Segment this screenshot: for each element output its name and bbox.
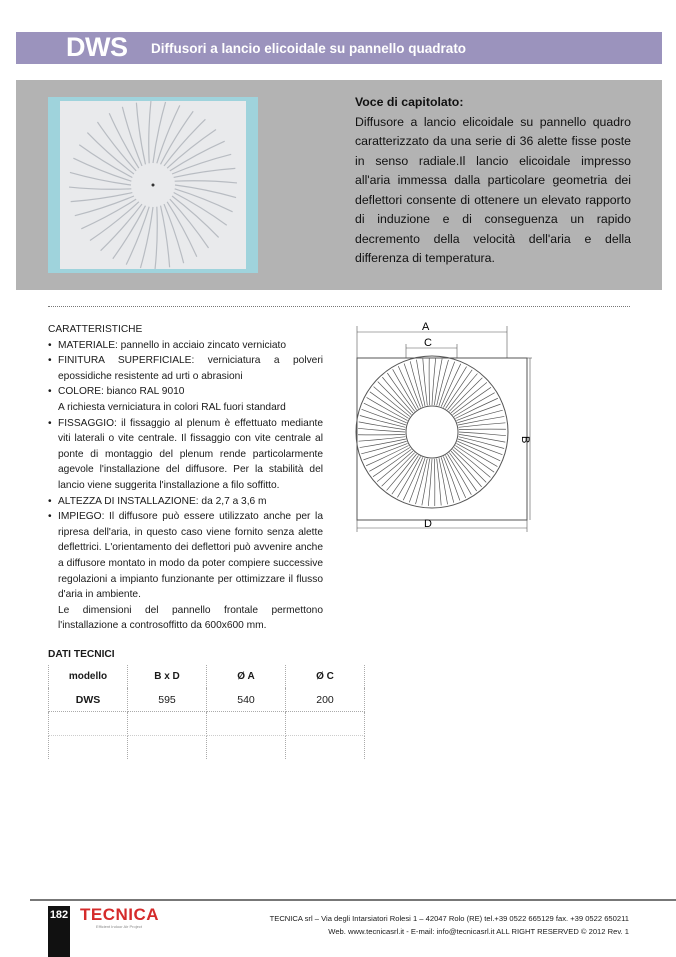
cell: DWS <box>49 688 128 712</box>
product-title: Diffusori a lancio elicoidale su pannello quadrato <box>151 41 467 56</box>
characteristic-item: Le dimensioni del pannello frontale permettono l'installazione a controsoffitto da 600x600 mm. <box>58 604 323 632</box>
vane <box>358 434 405 435</box>
vane <box>459 429 506 430</box>
vane <box>367 397 408 420</box>
tech-data-table <box>48 665 365 759</box>
vane <box>382 453 415 487</box>
footer-line-2: Web. www.tecnicasrl.it - E-mail: info@tecnicasrl.it ALL RIGHT RESERVED © 2012 Rev. 1 <box>328 927 629 936</box>
cell: 200 <box>286 688 365 712</box>
tecnica-logo: TECNICA <box>80 905 160 924</box>
cell <box>128 712 207 736</box>
cell: 595 <box>128 688 207 712</box>
col-header: Ø C <box>286 665 365 688</box>
vane <box>453 449 487 482</box>
table-row <box>49 688 365 712</box>
col-header: B x D <box>128 665 207 688</box>
label-d: D <box>424 518 432 530</box>
vane <box>397 456 420 497</box>
cell: 540 <box>207 688 286 712</box>
vane <box>382 377 413 413</box>
dimension-drawing <box>352 318 537 533</box>
vane <box>451 382 487 413</box>
spec-text: Diffusore a lancio elicoidale su pannello quadro caratterizzato da una serie di 36 alette fisse poste in senso radiale.Il lancio elicoidale impresso all'aria immessa dalla particolare geometria dei deflettori consente di ottenere un elevato rapporto di induzione e di conseguenza un rapido decremento della velocità dell'aria e della differenza di temperatura. <box>355 114 631 265</box>
characteristic-item: • ALTEZZA DI INSTALLAZIONE: da 2,7 a 3,6 m <box>48 494 323 510</box>
cell <box>207 712 286 736</box>
vane <box>455 398 497 418</box>
col-header: modello <box>49 665 128 688</box>
logo-tagline: Efficient Indoor Air Project <box>96 924 142 929</box>
characteristic-item: • MATERIALE: pannello in acciaio zincato verniciato <box>48 338 323 354</box>
product-code: DWS <box>66 32 128 62</box>
table-row <box>49 712 365 736</box>
divider <box>48 306 630 307</box>
spec-heading: Voce di capitolato: <box>355 95 464 109</box>
vane <box>366 446 408 466</box>
col-header: Ø A <box>207 665 286 688</box>
vane <box>434 459 435 506</box>
tech-data-heading: DATI TECNICI <box>48 649 115 660</box>
vane <box>378 382 412 415</box>
characteristic-item: • FISSAGGIO: il fissaggio al plenum è effettuato mediante viti laterali o vite centrale. Il fissaggio con vite centrale al ponte di montaggio del plenum rende particolarmente agevole l'installazione del diffusore. Per la stabilità del lancio viene suggerita l'installazione a filo soffitto. <box>48 416 323 494</box>
label-b: B <box>519 436 531 444</box>
page-number: 182 <box>48 906 70 957</box>
vane <box>362 409 406 425</box>
vane <box>377 451 413 482</box>
label-a: A <box>422 321 430 333</box>
footer-rule <box>30 899 676 901</box>
cell <box>49 712 128 736</box>
intro-panel <box>16 80 662 290</box>
vane <box>449 378 482 412</box>
characteristic-item: A richiesta verniciatura in colori RAL fuori standard <box>58 401 286 413</box>
vane <box>439 362 455 406</box>
characteristic-item: • IMPIEGO: Il diffusore può essere utilizzato anche per la ripresa dell'aria, in questo caso viene fornito senza alette deflettrici. L'orientamento dei deflettori può avvenire anche a diffusore montato in modo da poter compiere successive regolazioni a impianto funzionante per ottimizzare il flusso d'aria in ambiente. <box>48 509 323 603</box>
characteristics <box>48 322 323 634</box>
vane <box>458 439 502 455</box>
vane <box>456 443 497 466</box>
product-photo <box>48 97 258 273</box>
vane <box>451 451 482 487</box>
characteristic-item: • COLORE: bianco RAL 9010 <box>48 384 323 400</box>
vane <box>429 358 430 405</box>
characteristic-item: • FINITURA SUPERFICIALE: verniciatura a polveri epossidiche resistente ad urti o abrasioni <box>48 353 323 384</box>
specification <box>355 93 631 269</box>
vane <box>398 366 418 408</box>
product-header <box>16 32 662 64</box>
footer-contacts <box>270 912 629 938</box>
footer-line-1: TECNICA srl – Via degli Intarsiatori Rolesi 1 – 42047 Rolo (RE) tel.+39 0522 665129 fax. +39 0522 650211 <box>269 914 629 923</box>
characteristics-heading: CARATTERISTICHE <box>48 324 143 335</box>
cell <box>286 712 365 736</box>
vane <box>409 458 425 502</box>
vane <box>443 367 466 408</box>
vane <box>446 455 466 497</box>
label-c: C <box>424 337 432 349</box>
